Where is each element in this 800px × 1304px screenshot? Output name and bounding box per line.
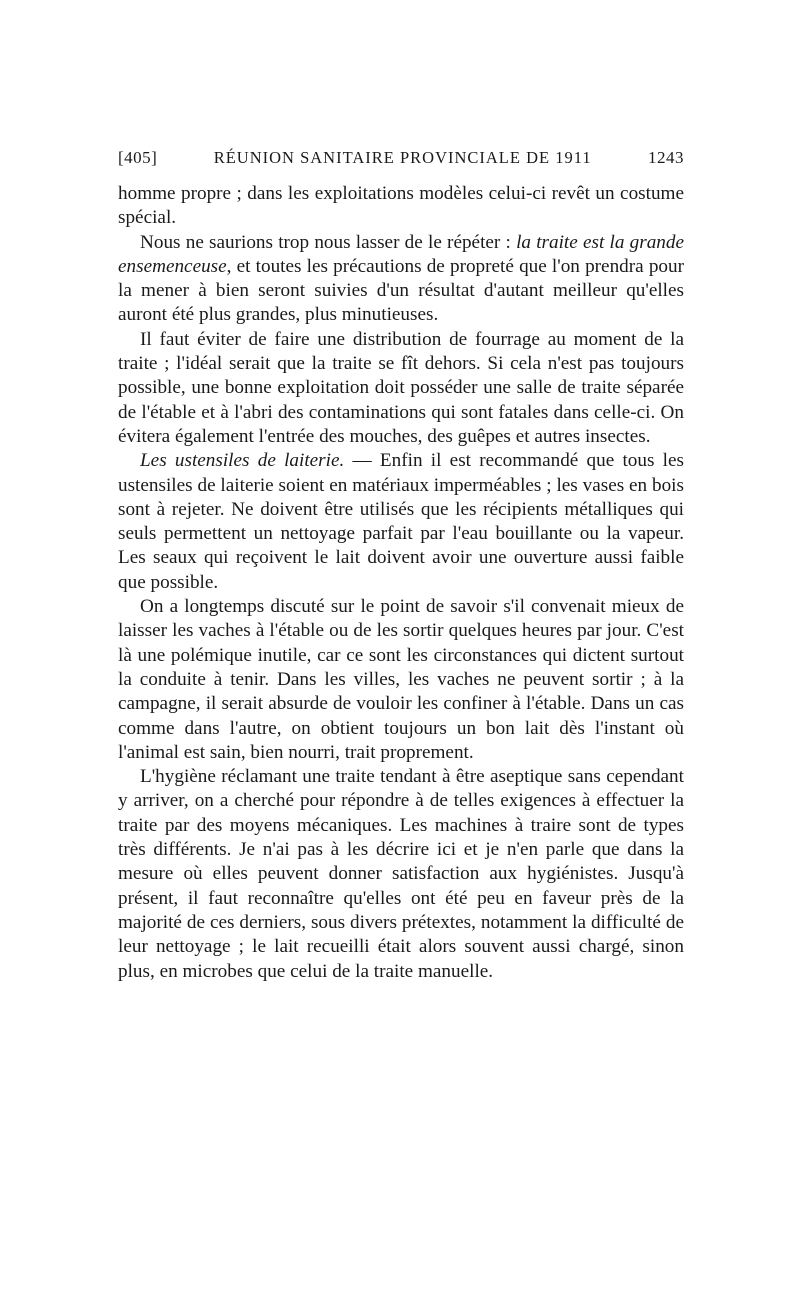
paragraph-5: On a longtemps discuté sur le point de savoir s'il convenait mieux de laisser les vaches à l'étable ou de les sortir quelques heures par jour. C'est là une polémique inutile, car ce sont les circonstances qui dictent surtout la conduite à tenir. Dans les villes, les vaches ne peuvent sortir ; à la campagne, il serait absurde de vouloir les confiner à l'étable. Dans un cas comme dans l'autre, on obtient toujours un bon lait dès l'instant où l'animal est sain, bien nourri, trait proprement. [118,596,684,763]
page-number: 1243 [648,148,684,167]
paragraph-1: homme propre ; dans les exploitations modèles celui-ci revêt un costume spécial. [118,183,684,229]
paragraph-2-end: , et toutes les précautions de propreté que l'on prendra pour la mener à bien seront suivies d'un résultat d'autant meilleur qu'elles auront été plus grandes, plus minutieuses. [118,255,684,326]
paragraph-2-emphasis: la traite est la grande ensemenceuse [118,231,684,277]
paragraph-4 [118,449,684,595]
page-reference: [405] [118,148,158,167]
running-title: RÉUNION SANITAIRE PROVINCIALE DE 1911 [213,148,592,167]
page-header [118,148,684,172]
paragraph-2 [118,231,684,328]
section-heading-ustensiles: Les ustensiles de laiterie. [140,450,345,472]
paragraph-2-start: Nous ne saurions trop nous lasser de le répéter : [140,231,517,253]
paragraph-3: Il faut éviter de faire une distribution de fourrage au moment de la traite ; l'idéal serait que la traite se fît dehors. Si cela n'est pas toujours possible, une bonne exploitation doit posséder une salle de traite séparée de l'étable et à l'abri des contaminations qui sont fatales dans celle-ci. On évitera également l'entrée des mouches, des guêpes et autres insectes. [118,328,684,447]
document-page [118,148,684,984]
paragraph-4-text: — Enfin il est recommandé que tous les ustensiles de laiterie soient en matériaux imperméables ; les vases en bois sont à rejeter. Ne doivent être utilisés que les récipients métalliques qui seuls permettent un nettoyage parfait par l'eau bouillante ou la vapeur. Les seaux qui reçoivent le lait doivent avoir une ouverture aussi faible que possible. [118,450,684,593]
paragraph-6: L'hygiène réclamant une traite tendant à être aseptique sans cependant y arriver, on a cherché pour répondre à de telles exigences à effectuer la traite par des moyens mécaniques. Les machines à traire sont de types très différents. Je n'ai pas à les décrire ici et je n'en parle que dans la mesure où elles peuvent donner satisfaction aux hygiénistes. Jusqu'à présent, il faut reconnaître qu'elles ont été peu en faveur près de la majorité de ces derniers, sous divers prétextes, notamment la difficulté de leur nettoyage ; le lait recueilli était alors souvent aussi chargé, sinon plus, en microbes que celui de la traite manuelle. [118,766,684,982]
body-text [118,182,684,984]
